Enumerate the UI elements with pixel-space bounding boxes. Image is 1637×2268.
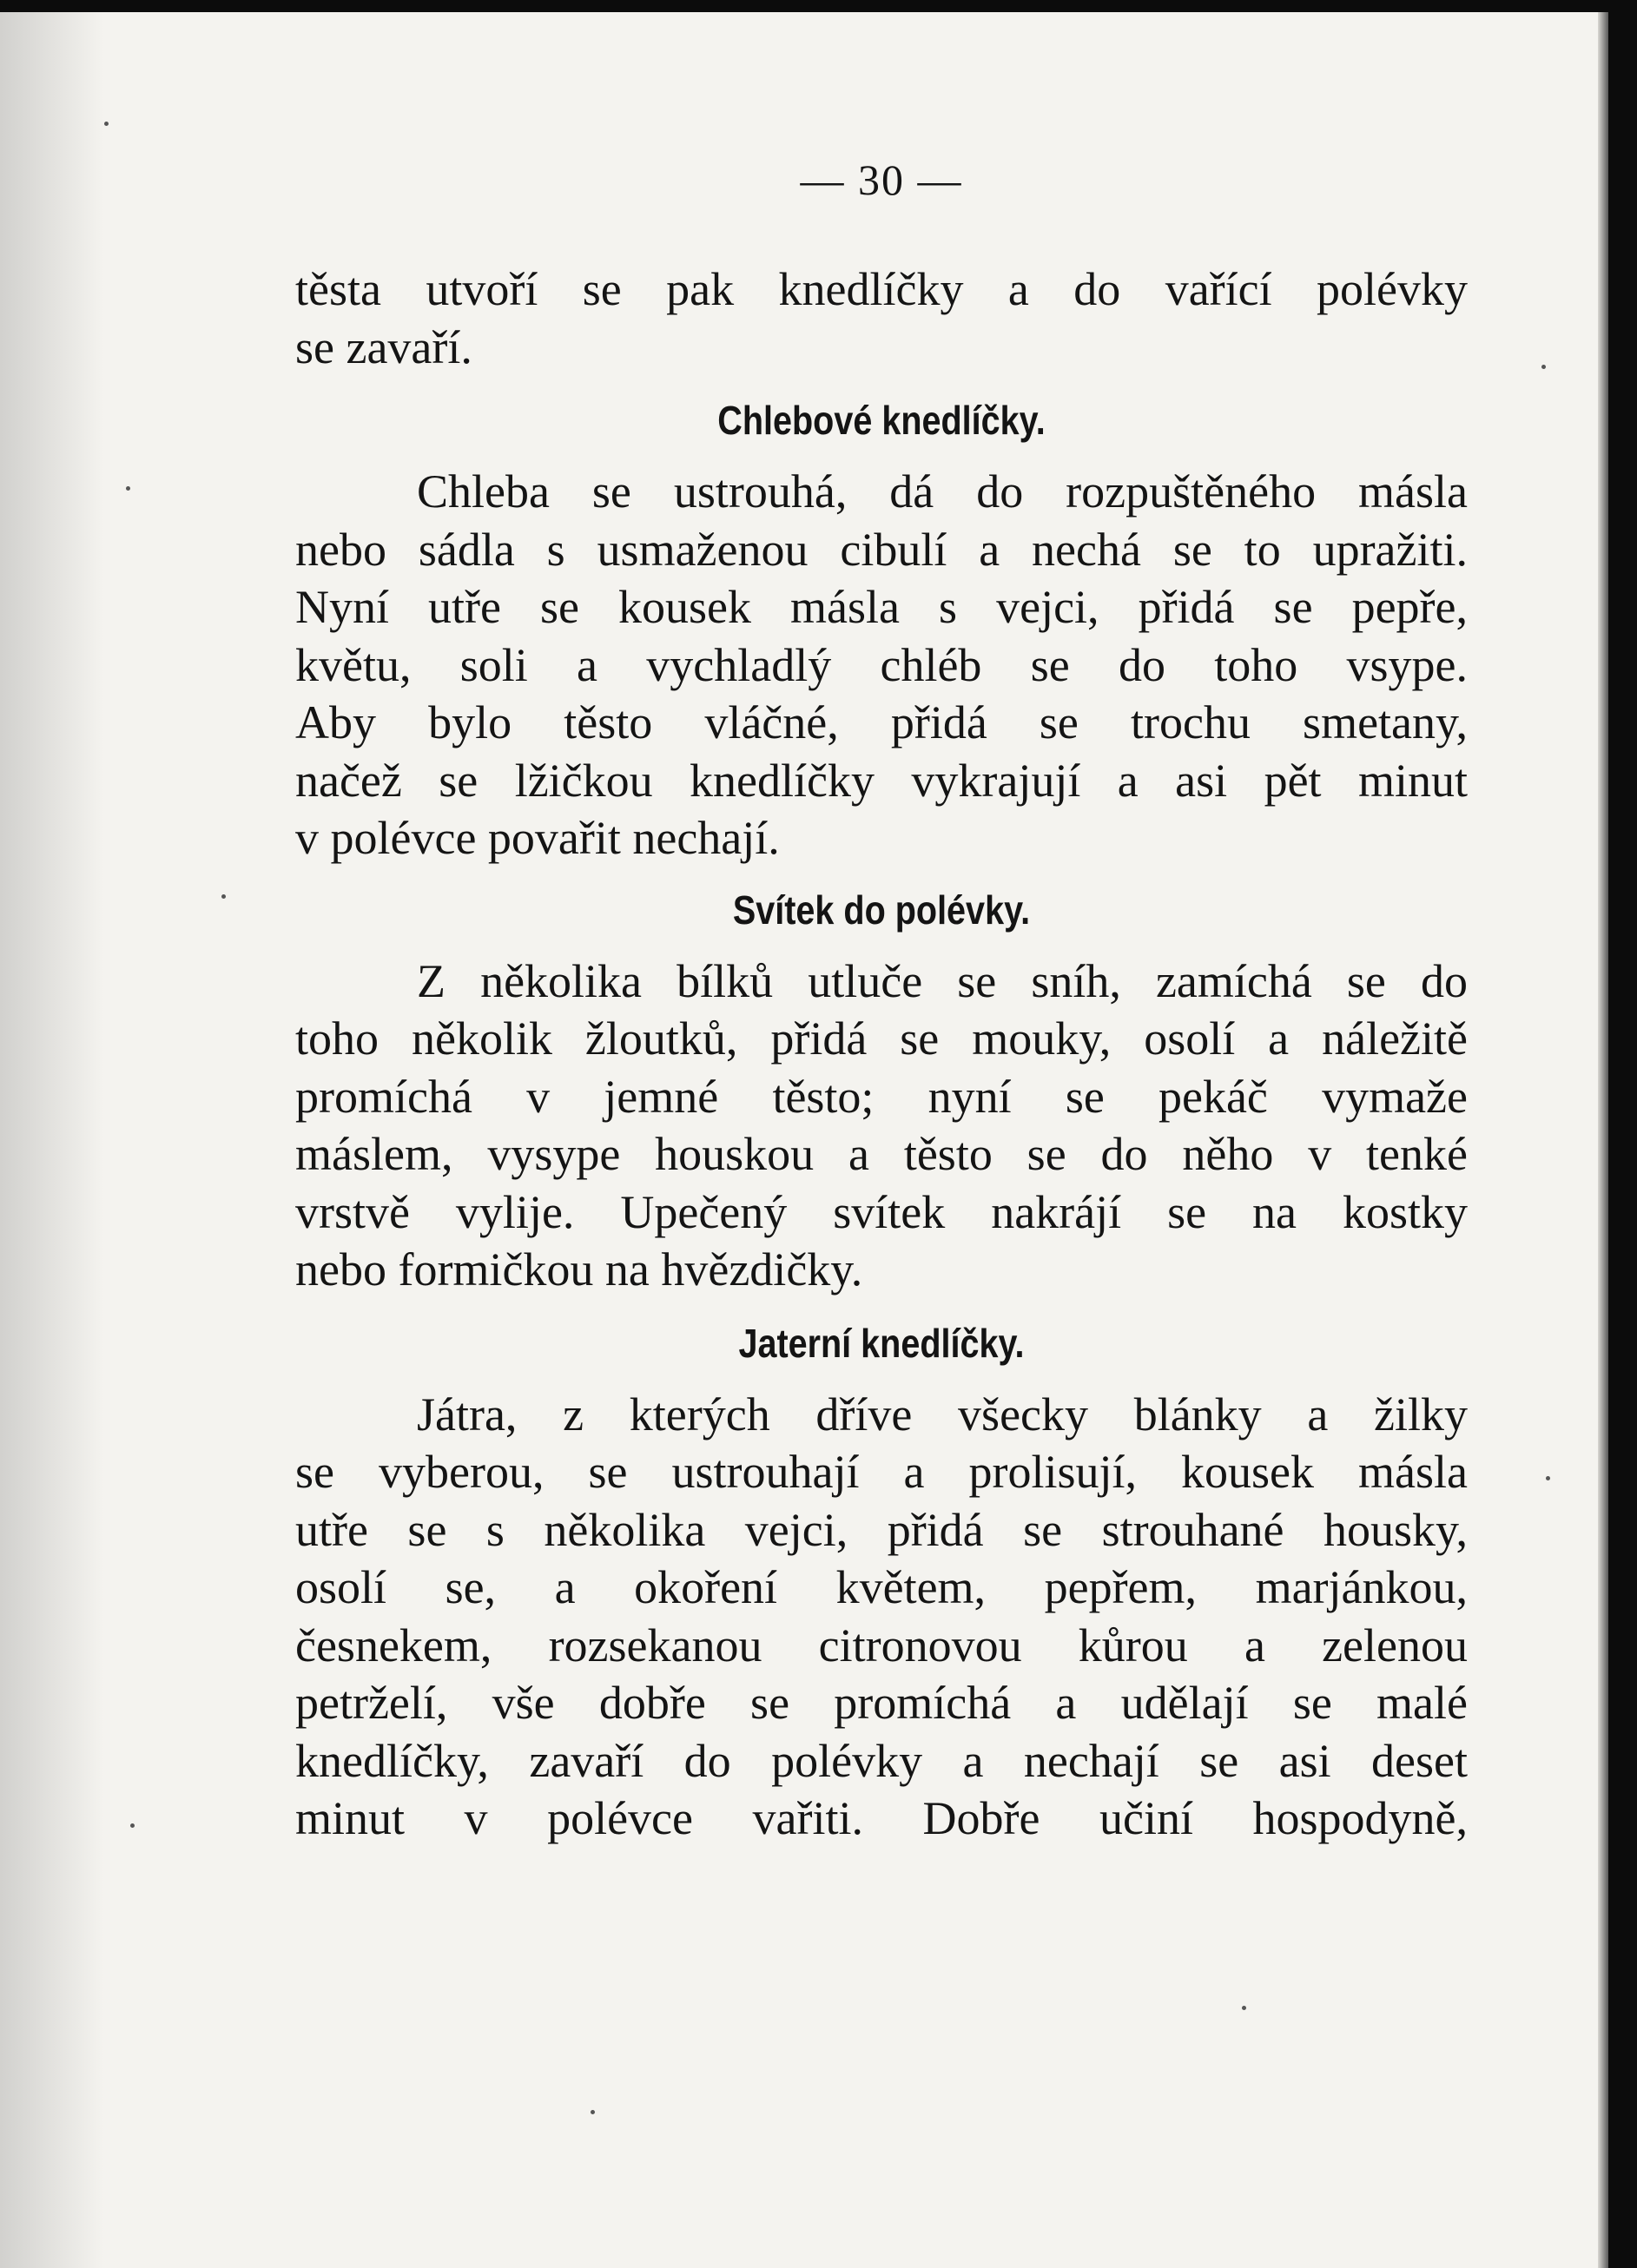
section-paragraph bbox=[295, 1386, 1468, 1848]
text-line: nebo formičkou na hvězdičky. bbox=[295, 1243, 863, 1296]
text-line: v polévce povařit nechají. bbox=[295, 812, 780, 864]
section-heading: Jaterní knedlíčky. bbox=[738, 1320, 1025, 1366]
text-line: květu, soli a vychladlý chléb se do toho vsype. bbox=[295, 638, 1468, 691]
text-line: Nyní utře se kousek másla s vejci, přidá se pepře, bbox=[295, 581, 1468, 633]
text-line: načež se lžičkou knedlíčky vykrajují a asi pět minut bbox=[295, 754, 1468, 807]
section-heading: Chlebové knedlíčky. bbox=[717, 398, 1046, 443]
text-line: těsta utvoří se pak knedlíčky a do vařící polévky bbox=[295, 263, 1468, 315]
scan-border-top bbox=[0, 0, 1637, 12]
section-paragraph bbox=[295, 463, 1468, 867]
text-line: petrželí, vše dobře se promíchá a udělají se malé bbox=[295, 1677, 1468, 1729]
text-line: knedlíčky, zavaří do polévky a nechají se asi deset bbox=[295, 1734, 1468, 1787]
page-shadow bbox=[0, 12, 104, 2268]
text-line: se zavaří. bbox=[295, 320, 472, 373]
text-line: nebo sádla s usmaženou cibulí a nechá se to upražiti. bbox=[295, 523, 1468, 576]
text-line: Játra, z kterých dříve všecky blánky a žilky bbox=[417, 1388, 1468, 1441]
text-line: promíchá v jemné těsto; nyní se pekáč vymaže bbox=[295, 1070, 1468, 1123]
text-line: Chleba se ustrouhá, dá do rozpuštěného másla bbox=[417, 465, 1468, 518]
text-line: osolí se, a okoření květem, pepřem, marjánkou, bbox=[295, 1561, 1468, 1613]
page-number: — 30 — bbox=[800, 155, 963, 204]
scan-border-right bbox=[1608, 0, 1637, 2268]
book-text bbox=[295, 260, 1468, 1848]
intro-paragraph bbox=[295, 260, 1468, 376]
page-edge-shadow bbox=[1598, 12, 1608, 2268]
section-heading: Svítek do polévky. bbox=[732, 887, 1031, 933]
text-line: vrstvě vylije. Upečený svítek nakrájí se na kostky bbox=[295, 1185, 1468, 1238]
text-line: se vyberou, se ustrouhají a prolisují, kousek másla bbox=[295, 1446, 1468, 1498]
text-line: Aby bylo těsto vláčné, přidá se trochu smetany, bbox=[295, 696, 1468, 748]
text-line: česnekem, rozsekanou citronovou kůrou a zelenou bbox=[295, 1619, 1468, 1671]
text-line: Z několika bílků utluče se sníh, zamíchá se do bbox=[417, 954, 1468, 1007]
section-paragraph bbox=[295, 953, 1468, 1299]
text-line: utře se s několika vejci, přidá se strouhané housky, bbox=[295, 1503, 1468, 1556]
text-line: minut v polévce vařiti. Dobře učiní hospodyně, bbox=[295, 1792, 1468, 1844]
text-line: máslem, vysype houskou a těsto se do něho v tenké bbox=[295, 1128, 1468, 1180]
text-line: toho několik žloutků, přidá se mouky, osolí a náležitě bbox=[295, 1012, 1468, 1065]
